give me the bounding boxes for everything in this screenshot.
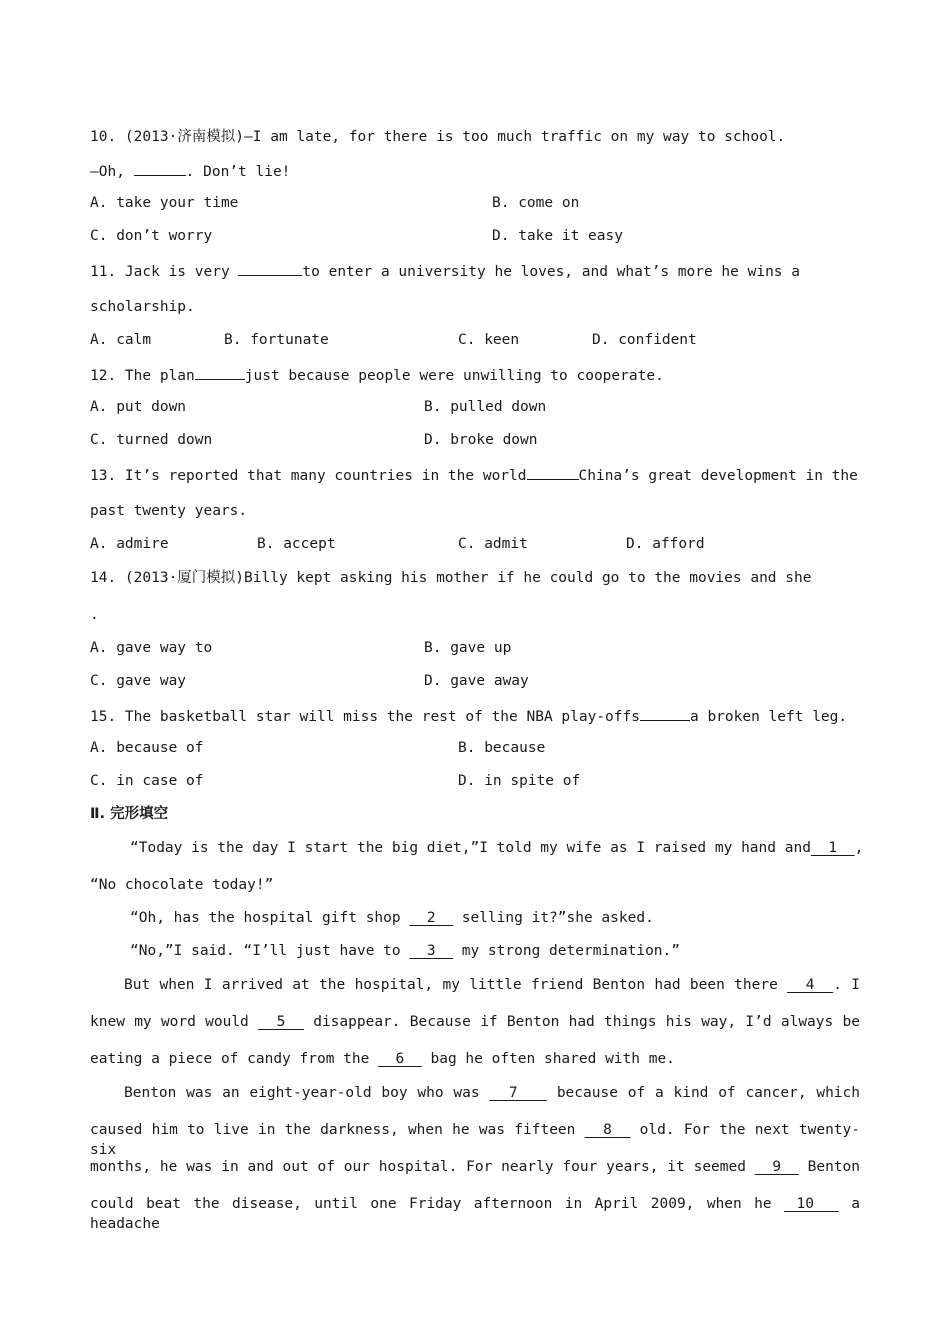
option-d: D. broke down (424, 432, 538, 448)
option-b: B. accept (257, 536, 336, 552)
passage-text: Benton (798, 1159, 861, 1175)
option-d: D. take it easy (492, 228, 623, 244)
passage-text: months, he was in and out of our hospital. For nearly four years, it seemed (90, 1159, 755, 1175)
answer-blank[interactable] (527, 464, 579, 480)
question-text: to enter a university he loves, and what’s more he wins a (302, 264, 801, 280)
question-text: 11. Jack is very (90, 264, 239, 280)
cloze-line (130, 838, 864, 858)
cloze-line (90, 1120, 860, 1158)
question-13-cont: past twenty years. (90, 503, 248, 519)
option-d: D. confident (592, 332, 697, 348)
numbered-blank[interactable]: 4 (787, 977, 834, 993)
passage-text: because of a kind of cancer, which (547, 1085, 860, 1101)
passage-text: . I (833, 977, 860, 993)
option-a: A. calm (90, 332, 152, 348)
option-b: B. because (458, 740, 546, 756)
question-text: just because people were unwilling to cooperate. (244, 368, 664, 384)
option-d: D. gave away (424, 673, 529, 689)
answer-blank[interactable] (238, 260, 302, 276)
passage-text: eating a piece of candy from the (90, 1051, 379, 1067)
passage-text: old. For the next twenty-six (90, 1122, 860, 1158)
cloze-line (124, 975, 860, 995)
option-a: A. because of (90, 740, 204, 756)
cloze-line (90, 1157, 860, 1177)
cloze-line (124, 1083, 860, 1103)
question-text: 13. It’s reported that many countries in the world (90, 468, 527, 484)
passage-text: selling it?”she asked. (453, 910, 654, 926)
cloze-line (90, 1194, 860, 1232)
option-b: B. pulled down (424, 399, 547, 415)
passage-text: bag he often shared with me. (421, 1051, 675, 1067)
option-b: B. fortunate (224, 332, 329, 348)
option-c: C. don’t worry (90, 228, 213, 244)
cloze-line (130, 941, 860, 961)
question-11-cont: scholarship. (90, 299, 195, 315)
option-a: A. admire (90, 536, 169, 552)
passage-text: disappear. Because if Benton had things his way, I’d always be (303, 1014, 860, 1030)
option-c: C. in case of (90, 773, 204, 789)
answer-blank[interactable] (134, 160, 186, 176)
option-c: C. keen (458, 332, 520, 348)
question-12-stem (90, 364, 860, 384)
question-text: 12. The plan (90, 368, 195, 384)
cloze-line (130, 908, 860, 928)
answer-blank[interactable] (195, 364, 245, 380)
passage-text: caused him to live in the darkness, when he was fifteen (90, 1122, 585, 1138)
passage-text: “Today is the day I start the big diet,”I told my wife as I raised my hand and (130, 840, 811, 856)
option-a: A. put down (90, 399, 187, 415)
passage-text: “No,”I said. “I’ll just have to (130, 943, 410, 959)
passage-text: a headache (90, 1196, 860, 1232)
option-c: C. gave way (90, 673, 187, 689)
option-d: D. afford (626, 536, 705, 552)
question-10-stem (90, 127, 860, 147)
numbered-blank[interactable]: 8 (584, 1122, 631, 1138)
question-14-stem: 14. (2013·厦门模拟)Billy kept asking his mother if he could go to the movies and she (90, 570, 812, 586)
question-15-stem (90, 705, 860, 725)
numbered-blank[interactable]: 7 (489, 1085, 548, 1101)
option-a: A. gave way to (90, 640, 213, 656)
option-c: C. turned down (90, 432, 213, 448)
numbered-blank[interactable]: 10 (784, 1196, 839, 1212)
numbered-blank[interactable]: 1 (810, 840, 855, 856)
passage-text: But when I arrived at the hospital, my little friend Benton had been there (124, 977, 778, 993)
section-heading: Ⅱ. 完形填空 (90, 806, 169, 822)
numbered-blank[interactable]: 2 (409, 910, 454, 926)
option-b: B. gave up (424, 640, 512, 656)
cloze-line (90, 1049, 860, 1069)
numbered-blank[interactable]: 5 (258, 1014, 304, 1030)
question-10-dialogue (90, 160, 860, 180)
passage-text: , (854, 840, 864, 856)
numbered-blank[interactable]: 6 (378, 1051, 422, 1067)
option-b: B. come on (492, 195, 580, 211)
question-11-stem (90, 260, 860, 280)
cloze-line: “No chocolate today!” (90, 877, 274, 893)
dialogue-text: —Oh, (90, 164, 134, 180)
dialogue-text: . Don’t lie! (185, 164, 291, 180)
question-13-stem (90, 464, 860, 484)
answer-blank[interactable] (640, 705, 690, 721)
passage-text: knew my word would (90, 1014, 259, 1030)
passage-text: my strong determination.” (453, 943, 680, 959)
passage-text: could beat the disease, until one Friday afternoon in April 2009, when he (90, 1196, 785, 1212)
numbered-blank[interactable]: 9 (754, 1159, 799, 1175)
option-a: A. take your time (90, 195, 239, 211)
question-text: China’s great development in the (578, 468, 858, 484)
question-text: 15. The basketball star will miss the rest of the NBA play-offs (90, 709, 640, 725)
option-d: D. in spite of (458, 773, 581, 789)
question-text: 10. (2013·济南模拟)—I am late, for there is too much traffic on my way to school. (90, 129, 786, 145)
question-14-cont: . (90, 607, 99, 623)
question-text: a broken left leg. (689, 709, 848, 725)
passage-text: Benton was an eight-year-old boy who was (124, 1085, 490, 1101)
option-c: C. admit (458, 536, 528, 552)
passage-text: “Oh, has the hospital gift shop (130, 910, 410, 926)
cloze-line (90, 1012, 860, 1032)
numbered-blank[interactable]: 3 (409, 943, 454, 959)
